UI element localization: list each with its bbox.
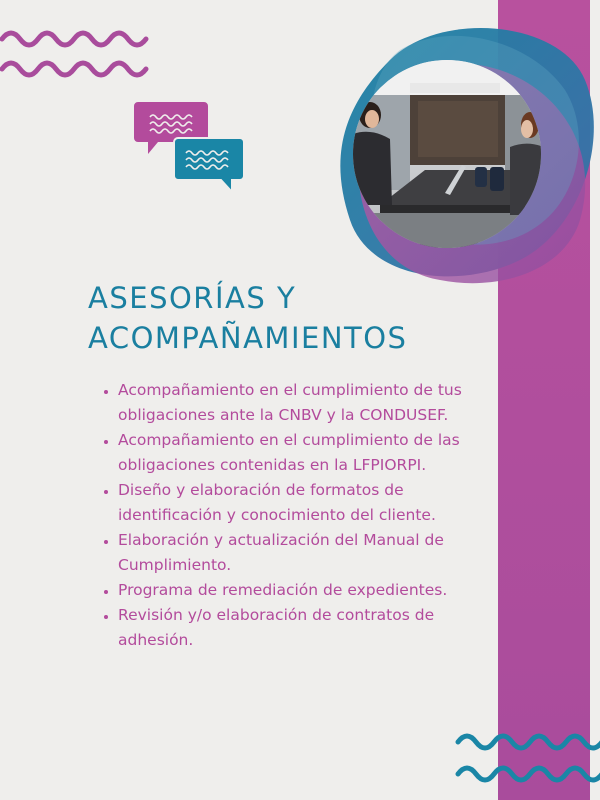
list-item: • Revisión y/o elaboración de contratos de adhesión. bbox=[118, 603, 503, 653]
list-item: • Acompañamiento en el cumplimiento de tus obligaciones ante la CNBV y la CONDUSEF. bbox=[118, 378, 503, 428]
wavy-lines-icon bbox=[0, 25, 160, 85]
page-title bbox=[88, 278, 508, 358]
list-item: • Acompañamiento en el cumplimiento de las obligaciones contenidas en la LFPIORPI. bbox=[118, 428, 503, 478]
list-item: • Diseño y elaboración de formatos de identificación y conocimiento del cliente. bbox=[118, 478, 503, 528]
wavy-lines-icon bbox=[455, 728, 600, 790]
title-line-1: ASESORÍAS Y bbox=[88, 281, 297, 315]
list-item: • Elaboración y actualización del Manual de Cumplimiento. bbox=[118, 528, 503, 578]
chat-bubbles-icon bbox=[134, 100, 246, 192]
title-line-2: ACOMPAÑAMIENTOS bbox=[88, 321, 408, 355]
list-item: • Programa de remediación de expedientes. bbox=[118, 578, 503, 603]
meeting-room-photo bbox=[350, 55, 550, 255]
services-list bbox=[100, 378, 503, 653]
